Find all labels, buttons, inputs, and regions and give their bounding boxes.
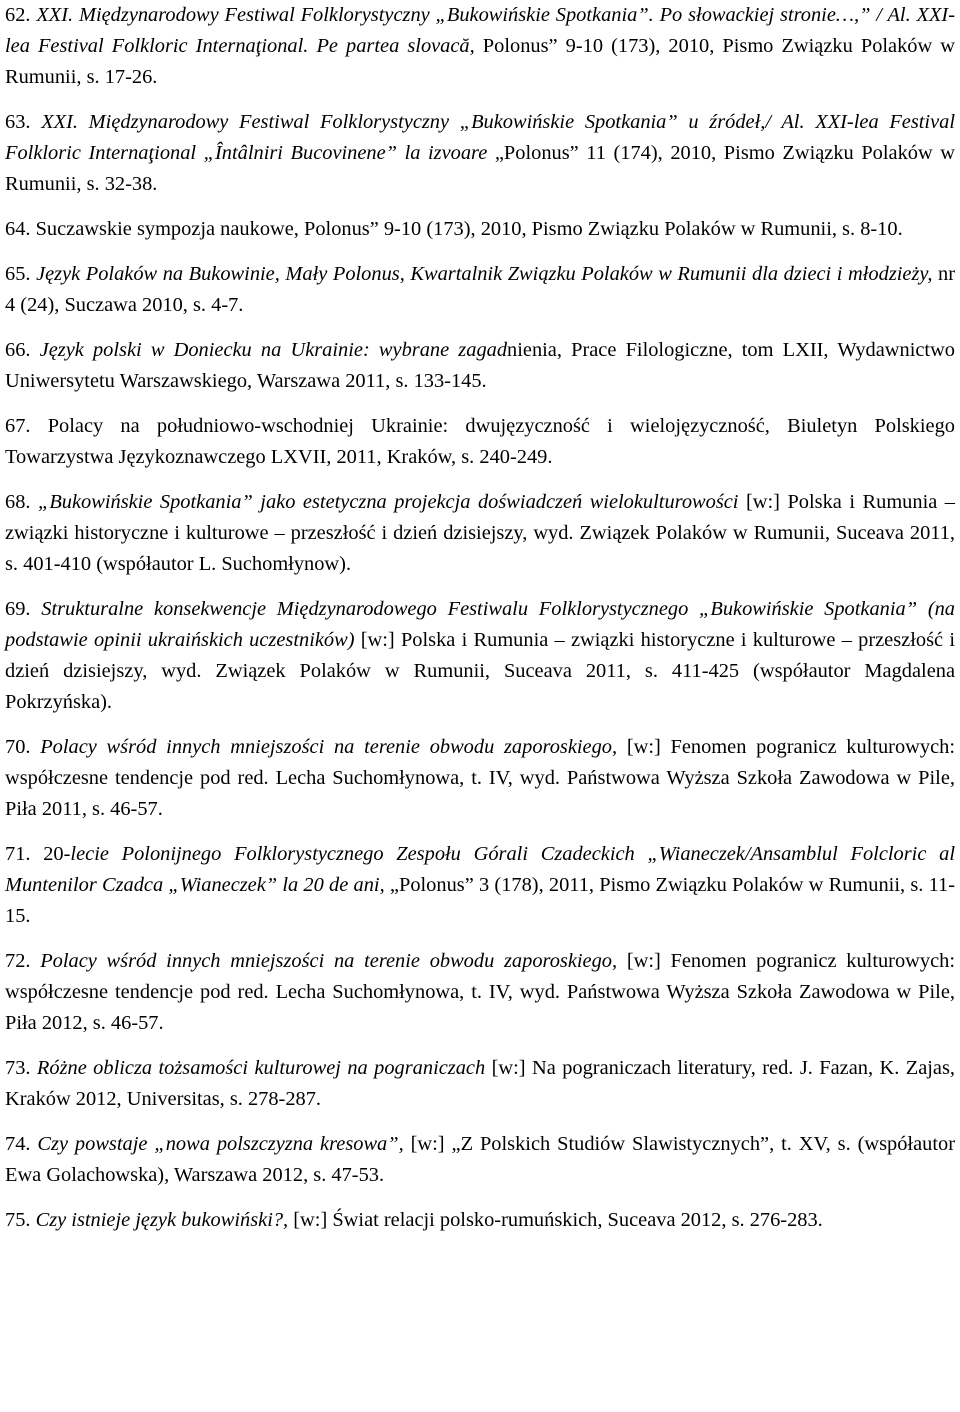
entry-title-italic: Różne oblicza tożsamości kulturowej na pograniczach [36, 1057, 486, 1079]
bibliography-entry [5, 732, 955, 825]
entry-text: „Polonus” 3 (178), 2011, Pismo Związku Polaków w Rumunii, s. 11-15. [5, 874, 956, 927]
bibliography-entry [5, 839, 955, 932]
bibliography-list [5, 0, 955, 1236]
bibliography-entry [5, 946, 955, 1039]
entry-title-italic: lecie Polonijnego Folklorystycznego Zespołu Górali Czadeckich „Wianeczek/Ansamblul Folcloric al Muntenilor Czadca „Wianeczek” la 20 de ani, [5, 843, 955, 896]
entry-text: Polonus” 9-10 (173), 2010, Pismo Związku Polaków w Rumunii, s. 17-26. [5, 35, 956, 88]
entry-text: 71. 20- [5, 843, 71, 865]
bibliography-entry [5, 487, 955, 580]
entry-title-italic: XXI. Międzynarodowy Festiwal Folklorystyczny „Bukowińskie Spotkania” u źródeł,/ Al. XXI-lea Festival Folkloric Internaţional „Întâlniri Bucovinene” la izvoare [5, 111, 956, 164]
entry-title-italic: Polacy wśród innych mniejszości na terenie obwodu zaporoskiego, [40, 950, 618, 972]
bibliography-entry [5, 411, 955, 473]
entry-text: 69. [5, 598, 42, 620]
entry-text: [w:] Fenomen pogranicz kulturowych: współczesne tendencje pod red. Lecha Suchomłynowa, t. IV, wyd. Państwowa Wyższa Szkoła Zawodowa w Pile, Piła 2011, s. 46-57. [5, 736, 955, 820]
bibliography-entry [5, 107, 955, 200]
entry-text: [w:] Świat relacji polsko-rumuńskich, Suceava 2012, s. 276-283. [288, 1209, 823, 1231]
bibliography-entry [5, 0, 955, 93]
entry-title-italic: Język Polaków na Bukowinie, Mały Polonus, Kwartalnik Związku Polaków w Rumunii dla dzieci i młodzieży, [36, 263, 933, 285]
entry-text: 64. Suczawskie sympozja naukowe, Polonus” 9-10 (173), 2010, Pismo Związku Polaków w Rumunii, s. 8-10. [5, 218, 903, 240]
entry-title-italic: Czy powstaje „nowa polszczyzna kresowa”, [37, 1133, 404, 1155]
entry-text: 67. Polacy na południowo-wschodniej Ukrainie: dwujęzyczność i wielojęzyczność, Biuletyn Polskiego Towarzystwa Językoznawczego LXVII, 2011, Kraków, s. 240-249. [5, 415, 955, 468]
entry-title-italic: XXI. Międzynarodowy Festiwal Folklorystyczny „Bukowińskie Spotkania”. Po słowackiej stronie…,” / Al. XXI-lea Festival Folkloric Internaţional. Pe partea slovacă, [5, 4, 955, 57]
entry-text: nr 4 (24), Suczawa 2010, s. 4-7. [5, 263, 955, 316]
entry-text: 66. [5, 339, 40, 361]
bibliography-entry [5, 214, 955, 245]
entry-text: 62. [5, 4, 37, 26]
entry-text: 70. [5, 736, 41, 758]
entry-text: [w:] Fenomen pogranicz kulturowych: współczesne tendencje pod red. Lecha Suchomłynowa, t. IV, wyd. Państwowa Wyższa Szkoła Zawodowa w Pile, Piła 2012, s. 46-57. [5, 950, 955, 1034]
bibliography-entry [5, 1205, 955, 1236]
entry-text: [w:] Na pograniczach literatury, red. J. Fazan, K. Zajas, Kraków 2012, Universitas, s. 278-287. [5, 1057, 956, 1110]
entry-title-italic: Strukturalne konsekwencje Międzynarodowego Festiwalu Folklorystycznego „Bukowińskie Spotkania” (na podstawie opinii ukraińskich uczestników) [5, 598, 955, 651]
entry-text: 73. [5, 1057, 37, 1079]
entry-text: 63. [5, 111, 42, 133]
entry-title-italic: Język polski w Doniecku na Ukrainie: wybrane zagad [39, 339, 508, 361]
entry-title-italic: Polacy wśród innych mniejszości na terenie obwodu zaporoskiego, [40, 736, 618, 758]
entry-text: [w:] Polska i Rumunia – związki historyczne i kulturowe – przeszłość i dzień dzisiejszy, wyd. Związek Polaków w Rumunii, Suceava 2011, s. 401-410 (współautor L. Suchomłynow). [5, 491, 955, 575]
entry-text: 72. [5, 950, 41, 972]
bibliography-entry [5, 1129, 955, 1191]
entry-text: [w:] Polska i Rumunia – związki historyczne i kulturowe – przeszłość i dzień dzisiejszy, wyd. Związek Polaków w Rumunii, Suceava 2011, s. 411-425 (współautor Magdalena Pokrzyńska). [5, 629, 955, 713]
bibliography-entry [5, 335, 955, 397]
entry-title-italic: Czy istnieje język bukowiński?, [35, 1209, 289, 1231]
entry-text: 68. [5, 491, 38, 513]
bibliography-entry [5, 1053, 955, 1115]
entry-text: 65. [5, 263, 37, 285]
entry-text: „Polonus” 11 (174), 2010, Pismo Związku Polaków w Rumunii, s. 32-38. [5, 142, 955, 195]
entry-title-italic: „Bukowińskie Spotkania” jako estetyczna projekcja doświadczeń wielokulturowości [38, 491, 739, 513]
entry-text: nienia, Prace Filologiczne, tom LXII, Wydawnictwo Uniwersytetu Warszawskiego, Warszawa 2011, s. 133-145. [5, 339, 956, 392]
entry-text: 75. [5, 1209, 36, 1231]
entry-text: [w:] „Z Polskich Studiów Slawistycznych”, t. XV, s. (współautor Ewa Golachowska), Warszawa 2012, s. 47-53. [5, 1133, 955, 1186]
entry-text: 74. [5, 1133, 38, 1155]
bibliography-entry [5, 594, 955, 718]
bibliography-entry [5, 259, 955, 321]
